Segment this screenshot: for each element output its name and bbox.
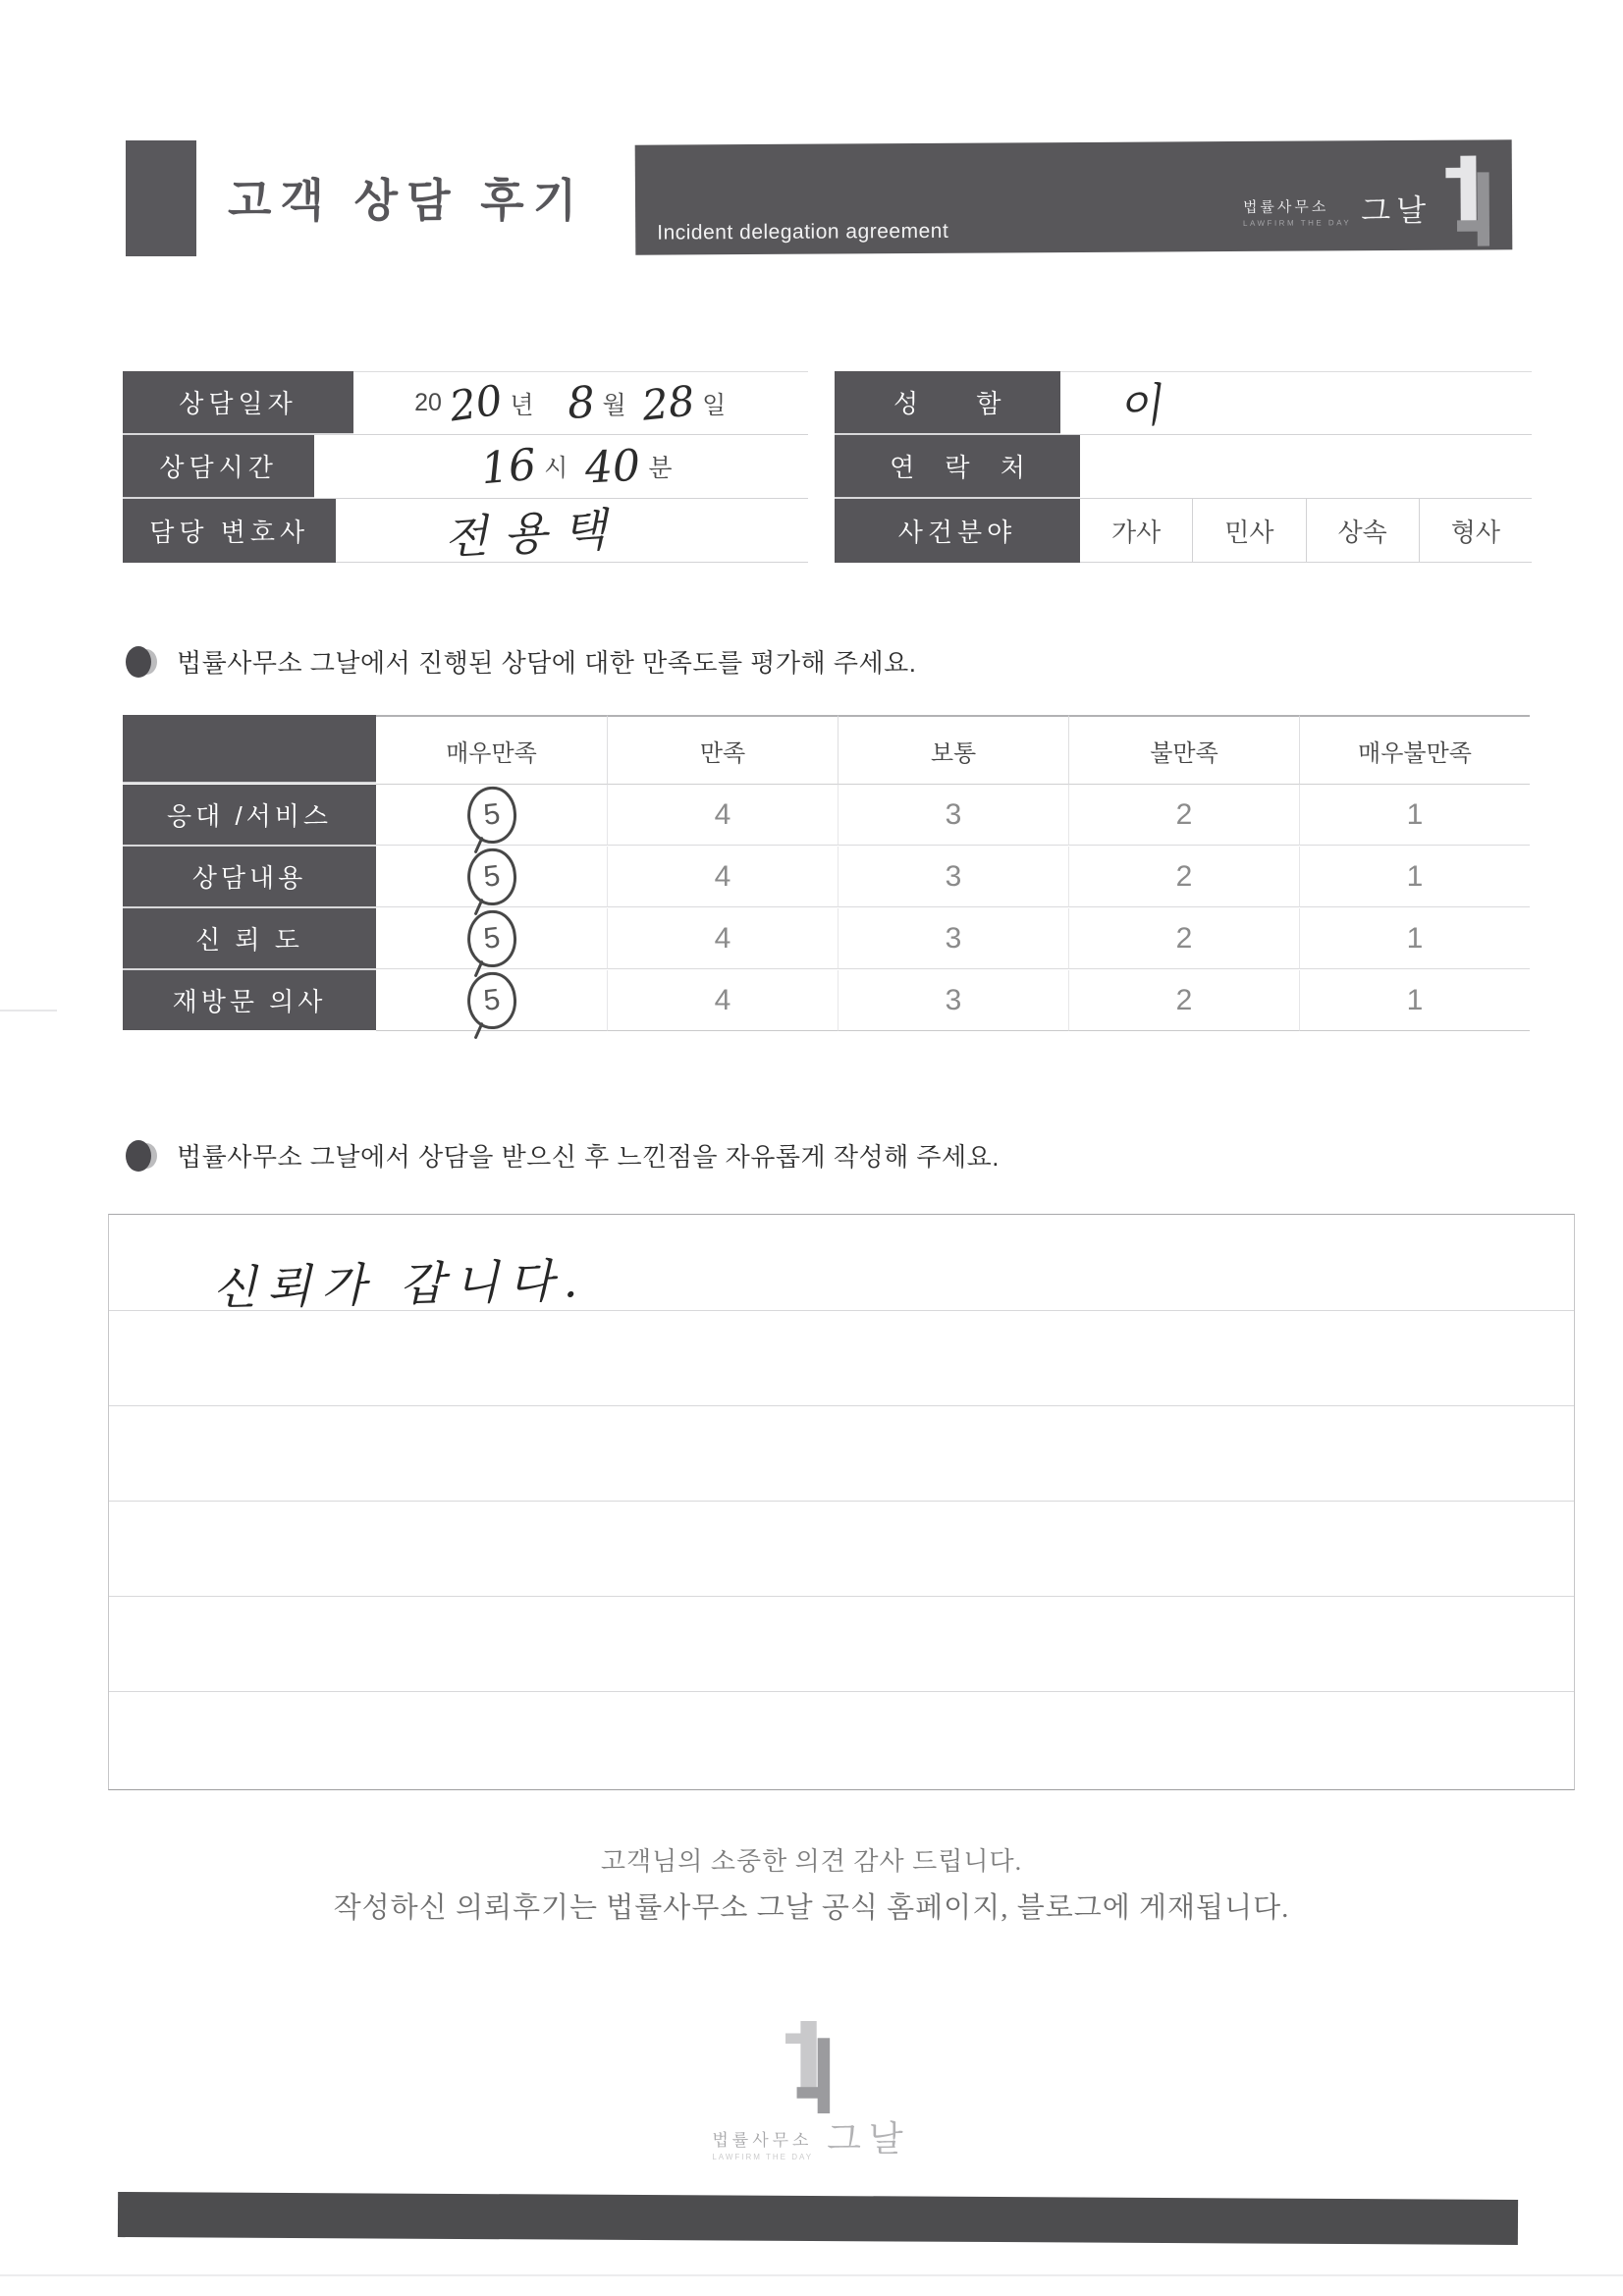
client-name-row <box>835 371 1532 435</box>
row-label-revisit: 재방문 의사 <box>123 970 376 1030</box>
feedback-prompt-text: 법률사무소 그날에서 상담을 받으신 후 느낀점을 자유롭게 작성해 주세요. <box>177 1142 1000 1172</box>
lawyer-label: 담당 변호사 <box>123 499 336 563</box>
score-cell: 2 <box>1068 785 1299 846</box>
footer-firm-label-en: LAWFIRM THE DAY <box>712 2152 814 2161</box>
score-cell: 2 <box>1068 970 1299 1031</box>
lawyer-name-handwriting: 전용택 <box>443 502 624 565</box>
score-cell <box>376 908 607 969</box>
selected-score-circle <box>464 969 519 1031</box>
client-info-table <box>835 371 1532 563</box>
case-option-cells <box>1080 499 1532 562</box>
footer-notice-line: 작성하신 의뢰후기는 법률사무소 그날 공식 홈페이지, 블로그에 게재됩니다. <box>333 1892 1290 1924</box>
ruled-line <box>109 1691 1574 1692</box>
score-cell: 2 <box>1068 847 1299 907</box>
consult-time-row <box>123 435 808 499</box>
banner-subtitle: Incident delegation agreement <box>657 219 949 245</box>
score-cell: 3 <box>838 970 1068 1031</box>
score-cell: 4 <box>607 785 838 846</box>
time-minute-handwriting: 40 <box>584 440 642 493</box>
bullet-icon <box>126 1140 155 1172</box>
consult-date-row <box>123 371 808 435</box>
feedback-writing-box <box>108 1214 1575 1790</box>
score-cell <box>376 847 607 907</box>
client-name-handwriting: 이 <box>1114 377 1164 435</box>
score-cell: 3 <box>838 847 1068 907</box>
header-banner <box>635 139 1513 254</box>
score-value: 5 <box>481 796 502 832</box>
ruled-line <box>109 1596 1574 1597</box>
case-option-inheritance: 상속 <box>1306 499 1419 562</box>
score-cell: 1 <box>1299 970 1530 1031</box>
satisfaction-table <box>123 715 1530 1031</box>
firm-logo <box>1243 155 1499 249</box>
lawyer-value <box>336 499 808 563</box>
bottom-bar <box>118 2192 1518 2245</box>
footer-thanks-line: 고객님의 소중한 의견 감사 드립니다. <box>600 1847 1023 1876</box>
score-cell <box>376 970 607 1031</box>
score-cell: 1 <box>1299 847 1530 907</box>
date-month-handwriting: 8 <box>565 377 597 429</box>
date-day-unit: 일 <box>702 391 727 419</box>
selected-score-circle <box>464 907 519 969</box>
row-label-trust: 신 뢰 도 <box>123 908 376 970</box>
contact-value <box>1080 435 1532 499</box>
row-label-service: 응대 /서비스 <box>123 785 376 847</box>
footer-firm-label: 법률사무소 <box>712 2130 813 2150</box>
satisfaction-prompt-text: 법률사무소 그날에서 진행된 상담에 대한 만족도를 평가해 주세요. <box>177 648 917 678</box>
case-field-options <box>1080 499 1532 563</box>
score-cell: 4 <box>607 847 838 907</box>
time-minute-unit: 분 <box>648 455 673 482</box>
score-cell: 3 <box>838 785 1068 846</box>
date-day-handwriting: 28 <box>639 376 697 430</box>
firm-label-stack <box>1243 195 1351 228</box>
selected-score-circle <box>464 784 519 846</box>
column-header-satisfied: 만족 <box>607 715 838 785</box>
page-title: 고객 상담 후기 <box>228 175 586 226</box>
bullet-icon <box>126 646 155 678</box>
consult-time-label: 상담시간 <box>123 435 314 499</box>
score-cell: 1 <box>1299 785 1530 846</box>
case-option-civil: 민사 <box>1192 499 1305 562</box>
column-header-very-dissatisfied: 매우불만족 <box>1299 715 1530 785</box>
date-century: 20 <box>414 389 442 416</box>
footer-firm-label-stack <box>712 2126 813 2161</box>
row-label-content: 상담내용 <box>123 847 376 908</box>
date-year-handwriting: 20 <box>446 375 506 431</box>
contact-label: 연 락 처 <box>835 435 1080 499</box>
contact-row <box>835 435 1532 499</box>
consult-date-label: 상담일자 <box>123 371 353 435</box>
time-hour-handwriting: 16 <box>479 439 539 494</box>
consult-info-table <box>123 371 808 563</box>
column-header-neutral: 보통 <box>838 715 1068 785</box>
firm-label: 법률사무소 <box>1242 198 1329 216</box>
consult-time-value <box>314 435 808 499</box>
score-cell: 3 <box>838 908 1068 969</box>
score-value: 5 <box>481 982 502 1017</box>
firm-name: 그날 <box>1361 192 1433 228</box>
consult-date-value <box>353 371 808 435</box>
score-cell: 4 <box>607 970 838 1031</box>
bottom-faint-line <box>0 2274 1623 2276</box>
scan-artifact-line <box>0 1010 57 1011</box>
case-option-family: 가사 <box>1111 517 1162 547</box>
selected-score-circle <box>464 846 519 907</box>
case-option-criminal: 형사 <box>1419 499 1532 562</box>
score-value: 5 <box>481 858 502 894</box>
footer-firm-logo <box>0 2111 1623 2161</box>
date-year-unit: 년 <box>510 391 534 419</box>
footer-firm-name: 그날 <box>827 2118 911 2159</box>
firm-label-en: LAWFIRM THE DAY <box>1242 218 1352 228</box>
column-header-dissatisfied: 불만족 <box>1068 715 1299 785</box>
time-hour-unit: 시 <box>544 455 568 482</box>
satisfaction-corner-cell <box>123 715 376 784</box>
satisfaction-prompt <box>126 643 916 680</box>
column-header-very-satisfied: 매우만족 <box>376 715 607 785</box>
score-cell: 1 <box>1299 908 1530 969</box>
score-cell: 2 <box>1068 908 1299 969</box>
feedback-handwriting: 신뢰가 갑니다. <box>211 1254 588 1316</box>
case-field-label: 사건분야 <box>835 499 1080 563</box>
date-month-unit: 월 <box>602 391 626 419</box>
case-field-row <box>835 499 1532 563</box>
ruled-line <box>109 1405 1574 1406</box>
score-value: 5 <box>481 920 502 956</box>
client-name-value <box>1060 371 1532 435</box>
firm-logo-icon <box>1441 155 1499 247</box>
client-name-label: 성 함 <box>835 371 1060 435</box>
feedback-prompt <box>126 1137 1000 1174</box>
title-accent-block <box>126 140 196 256</box>
lawyer-row <box>123 499 808 563</box>
footer-firm-logo-icon <box>779 2021 841 2115</box>
score-cell <box>376 785 607 846</box>
ruled-line <box>109 1501 1574 1502</box>
score-cell: 4 <box>607 908 838 969</box>
